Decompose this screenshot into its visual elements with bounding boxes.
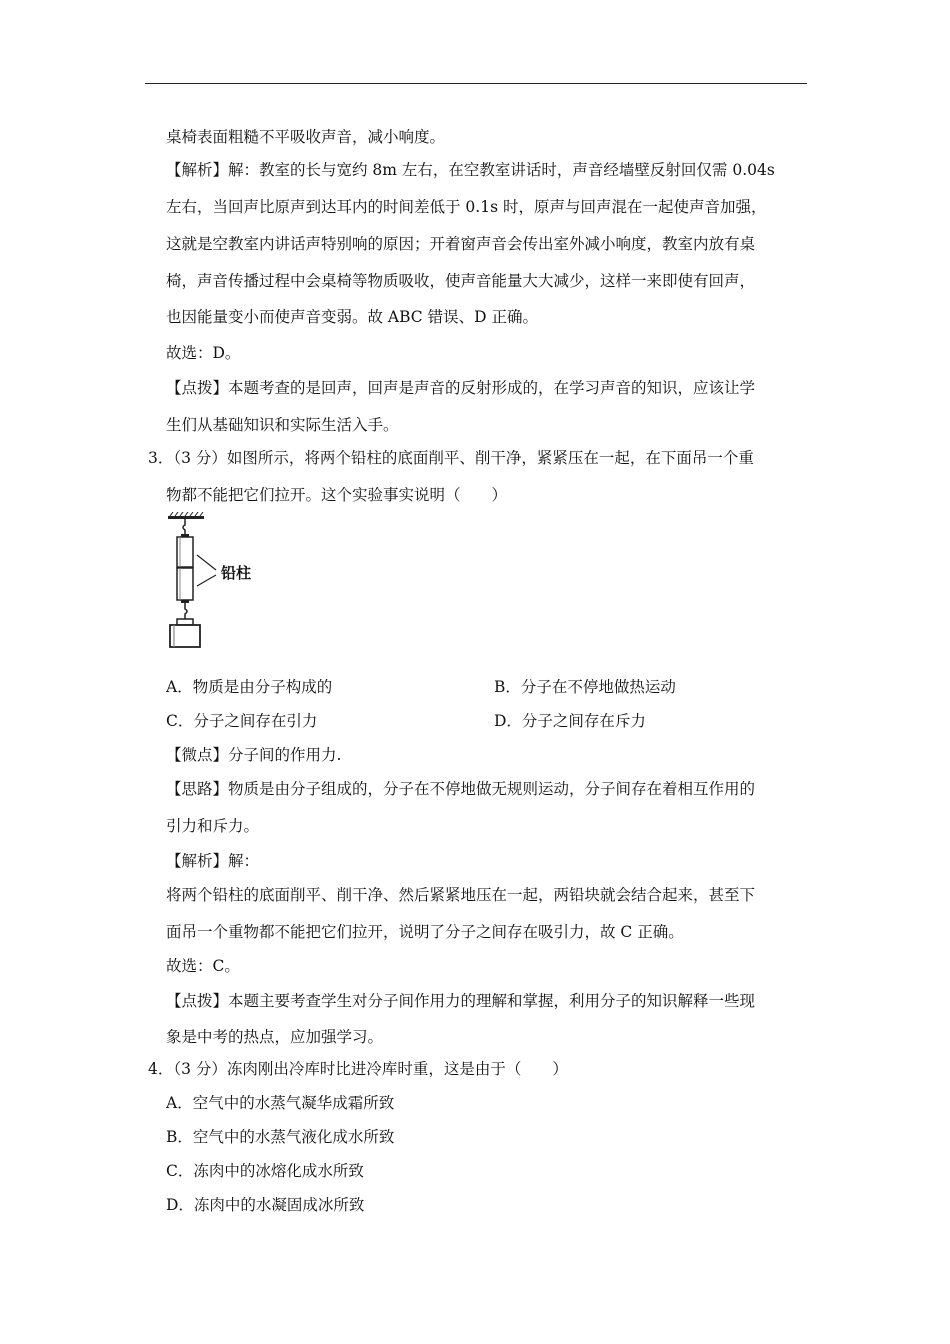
q3-idea-line: 【思路】物质是由分子组成的，分子在不停地做无规则运动，分子间存在着相互作用的 <box>166 780 756 798</box>
q3-analysis-line: 面吊一个重物都不能把它们拉开，说明了分子之间存在吸引力，故 C 正确。 <box>166 923 684 941</box>
q2-analysis-line: 也因能量变小而使声音变弱。故 ABC 错误、D 正确。 <box>166 308 538 326</box>
q3-idea-line: 引力和斥力。 <box>166 817 260 835</box>
q3-stem-line: 3．（3 分）如图所示，将两个铅柱的底面削平、削干净，紧紧压在一起，在下面吊一个重 <box>148 449 754 467</box>
q4-stem: 4．（3 分）冻肉刚出冷库时比进冷库时重，这是由于（ ） <box>148 1060 568 1078</box>
q3-stem-line: 物都不能把它们拉开。这个实验事实说明（ ） <box>166 486 508 504</box>
q2-line: 桌椅表面粗糙不平吸收声音，减小响度。 <box>166 128 446 146</box>
q3-answer: 故选：C。 <box>166 957 240 975</box>
q3-analysis-line: 将两个铅柱的底面削平、削干净、然后紧紧地压在一起，两铅块就会结合起来，甚至下 <box>166 886 756 904</box>
q4-option-d[interactable]: D．冻肉中的水凝固成冰所致 <box>166 1196 365 1214</box>
q4-option-c[interactable]: C．冻肉中的冰熔化成水所致 <box>166 1162 364 1180</box>
q3-option-c[interactable]: C．分子之间存在引力 <box>166 712 318 730</box>
q3-tip-line: 象是中考的热点，应加强学习。 <box>166 1028 384 1046</box>
q3-option-b[interactable]: B．分子在不停地做热运动 <box>494 678 676 696</box>
q2-tip-line: 生们从基础知识和实际生活入手。 <box>166 416 399 434</box>
q3-analysis-head: 【解析】解： <box>166 852 260 870</box>
q2-analysis-line: 左右，当回声比原声到达耳内的时间差低于 0.1s 时，原声与回声混在一起使声音加强， <box>166 198 767 216</box>
figure-label-lead-cylinder: 铅柱 <box>221 564 252 582</box>
q3-option-d[interactable]: D．分子之间存在斥力 <box>494 712 646 730</box>
q4-option-b[interactable]: B．空气中的水蒸气液化成水所致 <box>166 1128 395 1146</box>
q4-option-a[interactable]: A．空气中的水蒸气凝华成霜所致 <box>166 1094 395 1112</box>
q3-option-a[interactable]: A．物质是由分子构成的 <box>166 678 333 696</box>
header-rule <box>145 83 807 84</box>
q2-analysis-line: 【解析】解：教室的长与宽约 8m 左右，在空教室讲话时，声音经墙壁反射回仅需 0.04s <box>166 161 775 179</box>
q2-analysis-line: 椅，声音传播过程中会桌椅等物质吸收，使声音能量大大减少，这样一来即使有回声， <box>166 272 756 290</box>
q2-analysis-line: 这就是空教室内讲话声特别响的原因；开着窗声音会传出室外减小响度，教室内放有桌 <box>166 235 756 253</box>
q3-point: 【微点】分子间的作用力. <box>166 746 342 764</box>
q3-tip-line: 【点拨】本题主要考查学生对分子间作用力的理解和掌握，利用分子的知识解释一些现 <box>166 992 756 1010</box>
q2-tip-line: 【点拨】本题考查的是回声，回声是声音的反射形成的，在学习声音的知识，应该让学 <box>166 379 756 397</box>
q2-answer: 故选：D。 <box>166 344 241 362</box>
lead-cylinders-figure <box>150 512 270 652</box>
